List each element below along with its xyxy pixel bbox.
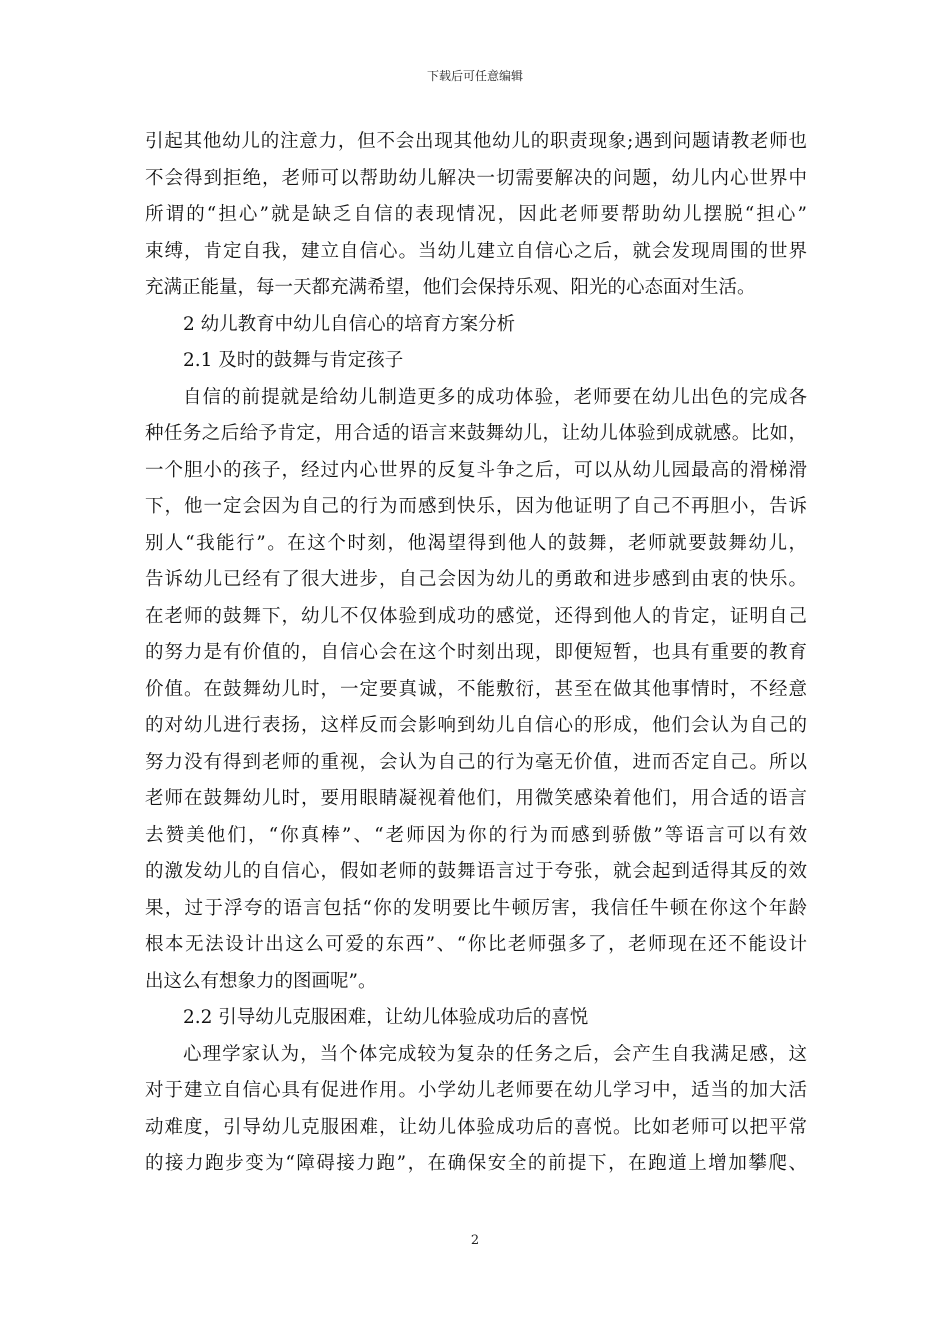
text-line: 出这么有想象力的图画呢”。 [145,970,377,992]
text-line: 充满正能量，每一天都充满希望，他们会保持乐观、阳光的心态面对生活。 [145,277,756,298]
text-line: 的努力是有价值的，自信心会在这个时刻出现，即便短暂，也具有重要的教育 [145,642,807,663]
text-line: 根本无法设计出这么可爱的东西”、“你比老师强多了，老师现在还不能设计 [145,934,807,955]
text-line: 果，过于浮夸的语言包括“你的发明要比牛顿厉害，我信任牛顿在你这个年龄 [145,897,807,919]
text-line: 别人“我能行”。在这个时刻，他渴望得到他人的鼓舞，老师就要鼓舞幼儿， [145,532,807,554]
text-line: 所谓的“担心”就是缺乏自信的表现情况，因此老师要帮助幼儿摆脱“担心” [145,204,807,225]
text-line: 对于建立自信心具有促进作用。小学幼儿老师要在幼儿学习中，适当的加大活 [145,1080,807,1101]
text-line: 去赞美他们，“你真棒”、“老师因为你的行为而感到骄傲”等语言可以有效 [145,824,807,846]
text-line: 引起其他幼儿的注意力，但不会出现其他幼儿的职责现象;遇到问题请教老师也 [145,131,807,152]
section-heading: 2 幼儿教育中幼儿自信心的培育方案分析 [183,313,516,335]
text-line: 下，他一定会因为自己的行为而感到快乐，因为他证明了自己不再胆小，告诉 [145,496,807,517]
text-line: 种任务之后给予肯定，用合适的语言来鼓舞幼儿，让幼儿体验到成就感。比如， [145,423,807,444]
text-line: 的接力跑步变为“障碍接力跑”，在确保安全的前提下，在跑道上增加攀爬、 [145,1153,807,1174]
page-header: 下载后可任意编辑 [426,69,523,83]
document-body [145,124,807,1183]
text-line: 动难度，引导幼儿克服困难，让幼儿体验成功后的喜悦。比如老师可以把平常 [145,1116,807,1138]
text-line: 价值。在鼓舞幼儿时，一定要真诚，不能敷衍，甚至在做其他事情时，不经意 [145,678,807,700]
text-line: 一个胆小的孩子，经过内心世界的反复斗争之后，可以从幼儿园最高的滑梯滑 [145,459,807,481]
text-line: 自信的前提就是给幼儿制造更多的成功体验，老师要在幼儿出色的完成各 [183,386,807,408]
text-line: 的对幼儿进行表扬，这样反而会影响到幼儿自信心的形成，他们会认为自己的 [145,715,807,736]
text-line: 心理学家认为，当个体完成较为复杂的任务之后，会产生自我满足感，这 [183,1043,807,1065]
text-line: 的激发幼儿的自信心，假如老师的鼓舞语言过于夸张，就会起到适得其反的效 [145,861,807,882]
subsection-heading: 2.1 及时的鼓舞与肯定孩子 [183,350,404,371]
text-line: 不会得到拒绝，老师可以帮助幼儿解决一切需要解决的问题，幼儿内心世界中 [145,167,807,189]
text-line: 努力没有得到老师的重视，会认为自己的行为毫无价值，进而否定自己。所以 [145,751,807,773]
text-line: 告诉幼儿已经有了很大进步，自己会因为幼儿的勇敢和进步感到由衷的快乐。 [145,569,807,590]
text-line: 老师在鼓舞幼儿时，要用眼睛凝视着他们，用微笑感染着他们，用合适的语言 [145,788,807,809]
page-number: 2 [470,1233,480,1248]
text-line: 在老师的鼓舞下，幼儿不仅体验到成功的感觉，还得到他人的肯定，证明自己 [145,605,807,627]
subsection-heading: 2.2 引导幼儿克服困难，让幼儿体验成功后的喜悦 [183,1007,589,1028]
text-line: 束缚，肯定自我，建立自信心。当幼儿建立自信心之后，就会发现周围的世界 [145,240,807,262]
